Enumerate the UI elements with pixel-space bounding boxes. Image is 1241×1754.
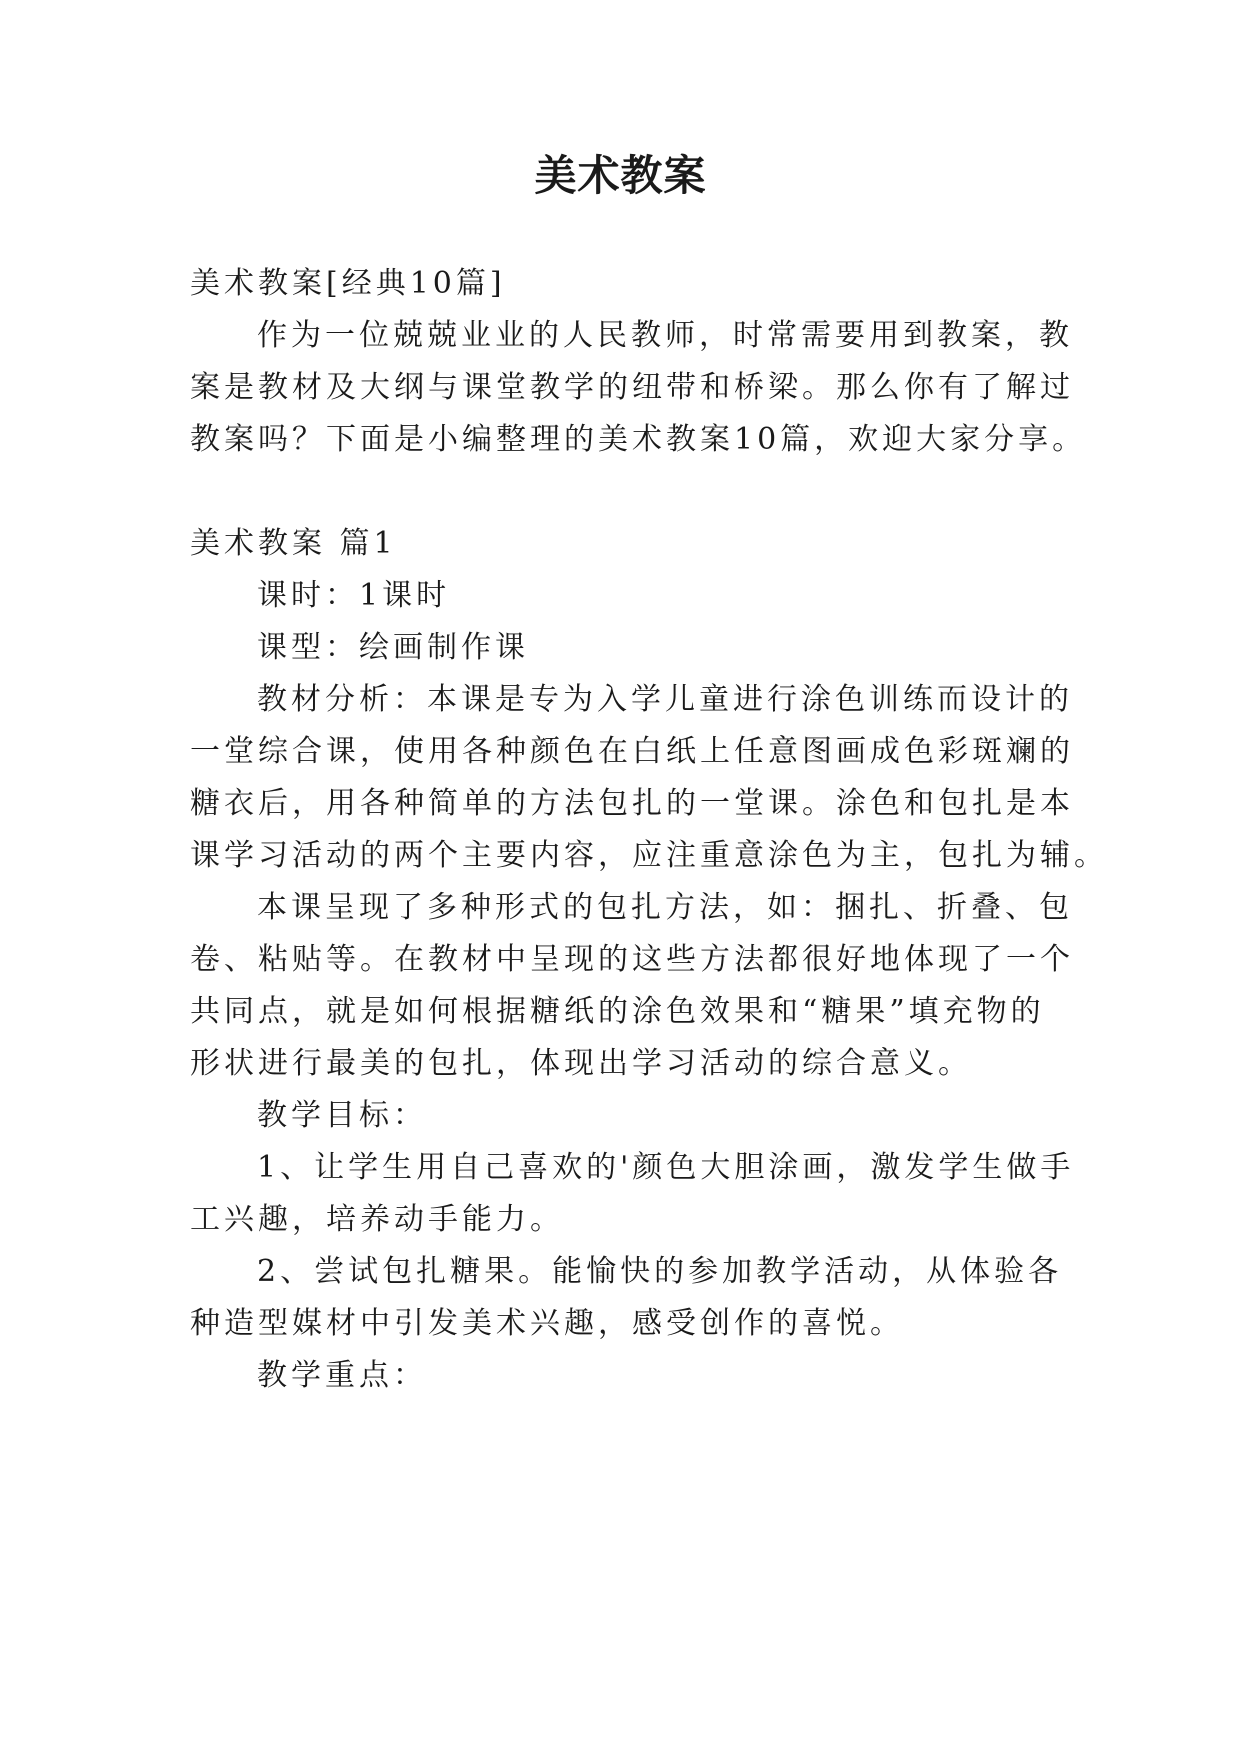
analysis-line: 教材分析：本课是专为入学儿童进行涂色训练而设计的 bbox=[257, 682, 1073, 717]
methods-line: 共同点，就是如何根据糖纸的涂色效果和“糖果”填充物的 bbox=[190, 994, 1045, 1029]
goals-heading: 教学目标： bbox=[257, 1098, 427, 1133]
document-title: 美术教案 bbox=[534, 151, 707, 200]
methods-line: 卷、粘贴等。在教材中呈现的这些方法都很好地体现了一个 bbox=[190, 942, 1074, 977]
intro-line: 教案吗？下面是小编整理的美术教案10篇，欢迎大家分享。 bbox=[190, 422, 1087, 457]
goal-line: 2、尝试包扎糖果。能愉快的参加教学活动，从体验各 bbox=[257, 1254, 1063, 1289]
section-heading: 美术教案 篇1 bbox=[190, 526, 397, 561]
lesson-hours: 课时：1课时 bbox=[257, 578, 451, 613]
goal-line: 工兴趣，培养动手能力。 bbox=[190, 1202, 564, 1237]
goal-line: 1、让学生用自己喜欢的'颜色大胆涂画，激发学生做手 bbox=[257, 1150, 1075, 1185]
focus-heading: 教学重点： bbox=[257, 1358, 427, 1393]
intro-line: 作为一位兢兢业业的人民教师，时常需要用到教案，教 bbox=[257, 318, 1073, 353]
analysis-line: 糖衣后，用各种简单的方法包扎的一堂课。涂色和包扎是本 bbox=[190, 786, 1074, 821]
analysis-line: 课学习活动的两个主要内容，应注重意涂色为主，包扎为辅。 bbox=[190, 838, 1108, 873]
document-subtitle: 美术教案[经典10篇] bbox=[190, 266, 506, 301]
analysis-line: 一堂综合课，使用各种颜色在白纸上任意图画成色彩斑斓的 bbox=[190, 734, 1074, 769]
goal-line: 种造型媒材中引发美术兴趣，感受创作的喜悦。 bbox=[190, 1306, 904, 1341]
methods-line: 形状进行最美的包扎，体现出学习活动的综合意义。 bbox=[190, 1046, 972, 1081]
methods-line: 本课呈现了多种形式的包扎方法，如：捆扎、折叠、包 bbox=[257, 890, 1073, 925]
intro-line: 案是教材及大纲与课堂教学的纽带和桥梁。那么你有了解过 bbox=[190, 370, 1074, 405]
lesson-type: 课型：绘画制作课 bbox=[257, 630, 529, 665]
